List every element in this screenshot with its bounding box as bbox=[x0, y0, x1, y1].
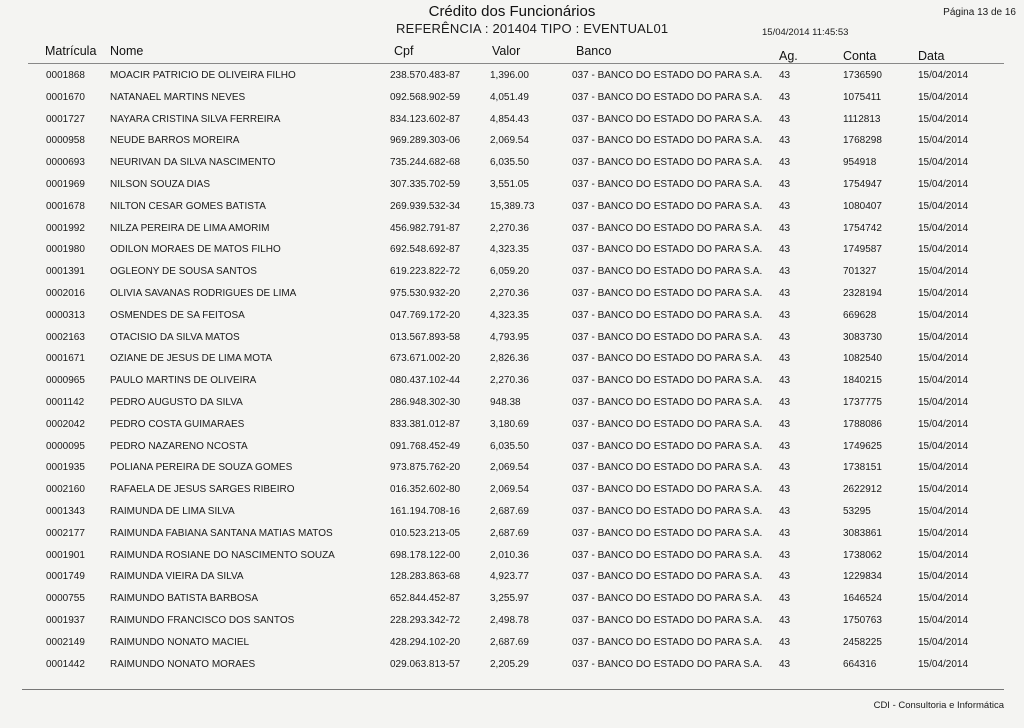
cell-banco: 037 - BANCO DO ESTADO DO PARA S.A. bbox=[572, 375, 763, 387]
cell-valor: 2,010.36 bbox=[490, 549, 529, 561]
cell-matricula: 0001901 bbox=[46, 549, 85, 561]
cell-matricula: 0001937 bbox=[46, 614, 85, 626]
table-row bbox=[0, 282, 1024, 304]
cell-agencia: 43 bbox=[779, 157, 791, 169]
cell-nome: RAIMUNDA VIEIRA DA SILVA bbox=[110, 571, 244, 583]
cell-data: 15/04/2014 bbox=[918, 287, 969, 299]
cell-conta: 701327 bbox=[843, 266, 877, 278]
table-row bbox=[0, 587, 1024, 609]
cell-agencia: 43 bbox=[779, 571, 791, 583]
cell-matricula: 0000965 bbox=[46, 375, 85, 387]
cell-matricula: 0001442 bbox=[46, 658, 85, 670]
table-row bbox=[0, 544, 1024, 566]
cell-banco: 037 - BANCO DO ESTADO DO PARA S.A. bbox=[572, 266, 763, 278]
cell-valor: 3,255.97 bbox=[490, 593, 529, 605]
cell-cpf: 161.194.708-16 bbox=[390, 505, 461, 517]
cell-banco: 037 - BANCO DO ESTADO DO PARA S.A. bbox=[572, 549, 763, 561]
cell-nome: NEUDE BARROS MOREIRA bbox=[110, 135, 240, 147]
table-row bbox=[0, 347, 1024, 369]
cell-conta: 664316 bbox=[843, 658, 877, 670]
cell-cpf: 238.570.483-87 bbox=[390, 70, 461, 81]
cell-nome: OSMENDES DE SA FEITOSA bbox=[110, 309, 245, 321]
cell-data: 15/04/2014 bbox=[918, 222, 969, 234]
cell-banco: 037 - BANCO DO ESTADO DO PARA S.A. bbox=[572, 636, 763, 648]
cell-valor: 4,854.43 bbox=[490, 113, 529, 125]
cell-nome: POLIANA PEREIRA DE SOUZA GOMES bbox=[110, 462, 293, 474]
cell-banco: 037 - BANCO DO ESTADO DO PARA S.A. bbox=[572, 353, 763, 365]
cell-cpf: 016.352.602-80 bbox=[390, 484, 461, 496]
cell-conta: 954918 bbox=[843, 157, 877, 169]
cell-matricula: 0000958 bbox=[46, 135, 85, 147]
column-header-ag: Ag. bbox=[779, 49, 798, 63]
cell-nome: ODILON MORAES DE MATOS FILHO bbox=[110, 244, 281, 256]
cell-nome: RAIMUNDO NONATO MACIEL bbox=[110, 636, 250, 648]
cell-banco: 037 - BANCO DO ESTADO DO PARA S.A. bbox=[572, 593, 763, 605]
cell-valor: 2,205.29 bbox=[490, 658, 529, 670]
cell-banco: 037 - BANCO DO ESTADO DO PARA S.A. bbox=[572, 614, 763, 626]
cell-valor: 2,069.54 bbox=[490, 462, 529, 474]
cell-cpf: 128.283.863-68 bbox=[390, 571, 461, 583]
cell-matricula: 0001391 bbox=[46, 266, 85, 278]
cell-nome: OLIVIA SAVANAS RODRIGUES DE LIMA bbox=[110, 287, 297, 299]
table-row bbox=[0, 173, 1024, 195]
cell-cpf: 698.178.122-00 bbox=[390, 549, 461, 561]
cell-agencia: 43 bbox=[779, 91, 791, 103]
cell-matricula: 0001670 bbox=[46, 91, 85, 103]
table-row bbox=[0, 435, 1024, 457]
cell-conta: 1738151 bbox=[843, 462, 882, 474]
cell-cpf: 456.982.791-87 bbox=[390, 222, 461, 234]
cell-conta: 1080407 bbox=[843, 200, 882, 212]
cell-conta: 1749625 bbox=[843, 440, 882, 452]
cell-cpf: 735.244.682-68 bbox=[390, 157, 461, 169]
cell-conta: 1749587 bbox=[843, 244, 882, 256]
cell-matricula: 0001935 bbox=[46, 462, 85, 474]
cell-agencia: 43 bbox=[779, 222, 791, 234]
cell-banco: 037 - BANCO DO ESTADO DO PARA S.A. bbox=[572, 113, 763, 125]
cell-matricula: 0001343 bbox=[46, 505, 85, 517]
cell-cpf: 975.530.932-20 bbox=[390, 287, 461, 299]
table-row bbox=[0, 478, 1024, 500]
table-row bbox=[0, 238, 1024, 260]
cell-nome: NAYARA CRISTINA SILVA FERREIRA bbox=[110, 113, 281, 125]
cell-agencia: 43 bbox=[779, 418, 791, 430]
cell-matricula: 0002016 bbox=[46, 287, 85, 299]
cell-agencia: 43 bbox=[779, 331, 791, 343]
cell-matricula: 0001671 bbox=[46, 353, 85, 365]
cell-data: 15/04/2014 bbox=[918, 658, 969, 670]
cell-valor: 15,389.73 bbox=[490, 200, 535, 212]
cell-conta: 1738062 bbox=[843, 549, 882, 561]
cell-conta: 3083861 bbox=[843, 527, 882, 539]
cell-data: 15/04/2014 bbox=[918, 593, 969, 605]
cell-data: 15/04/2014 bbox=[918, 157, 969, 169]
table-row bbox=[0, 260, 1024, 282]
cell-valor: 4,793.95 bbox=[490, 331, 529, 343]
cell-data: 15/04/2014 bbox=[918, 418, 969, 430]
cell-agencia: 43 bbox=[779, 658, 791, 670]
cell-valor: 2,069.54 bbox=[490, 135, 529, 147]
cell-valor: 4,323.35 bbox=[490, 244, 529, 256]
cell-banco: 037 - BANCO DO ESTADO DO PARA S.A. bbox=[572, 200, 763, 212]
cell-agencia: 43 bbox=[779, 614, 791, 626]
cell-data: 15/04/2014 bbox=[918, 484, 969, 496]
cell-valor: 4,323.35 bbox=[490, 309, 529, 321]
cell-valor: 2,498.78 bbox=[490, 614, 529, 626]
table-row bbox=[0, 653, 1024, 675]
cell-nome: NILZA PEREIRA DE LIMA AMORIM bbox=[110, 222, 270, 234]
table-row bbox=[0, 369, 1024, 391]
cell-nome: NATANAEL MARTINS NEVES bbox=[110, 91, 246, 103]
cell-nome: RAIMUNDO FRANCISCO DOS SANTOS bbox=[110, 614, 295, 626]
cell-data: 15/04/2014 bbox=[918, 113, 969, 125]
cell-data: 15/04/2014 bbox=[918, 614, 969, 626]
cell-matricula: 0002177 bbox=[46, 527, 85, 539]
cell-data: 15/04/2014 bbox=[918, 636, 969, 648]
cell-data: 15/04/2014 bbox=[918, 309, 969, 321]
cell-cpf: 013.567.893-58 bbox=[390, 331, 461, 343]
cell-cpf: 047.769.172-20 bbox=[390, 309, 461, 321]
cell-cpf: 269.939.532-34 bbox=[390, 200, 461, 212]
cell-conta: 1737775 bbox=[843, 396, 882, 408]
cell-valor: 3,551.05 bbox=[490, 178, 529, 190]
cell-cpf: 080.437.102-44 bbox=[390, 375, 461, 387]
cell-agencia: 43 bbox=[779, 505, 791, 517]
cell-agencia: 43 bbox=[779, 266, 791, 278]
cell-valor: 4,923.77 bbox=[490, 571, 529, 583]
cell-nome: RAIMUNDA DE LIMA SILVA bbox=[110, 505, 235, 517]
cell-valor: 6,035.50 bbox=[490, 440, 529, 452]
table-row bbox=[0, 565, 1024, 587]
cell-banco: 037 - BANCO DO ESTADO DO PARA S.A. bbox=[572, 91, 763, 103]
cell-conta: 53295 bbox=[843, 505, 871, 517]
table-row bbox=[0, 631, 1024, 653]
cell-cpf: 969.289.303-06 bbox=[390, 135, 461, 147]
table-row bbox=[0, 456, 1024, 478]
cell-data: 15/04/2014 bbox=[918, 353, 969, 365]
cell-banco: 037 - BANCO DO ESTADO DO PARA S.A. bbox=[572, 135, 763, 147]
column-header-cpf: Cpf bbox=[394, 44, 414, 58]
cell-banco: 037 - BANCO DO ESTADO DO PARA S.A. bbox=[572, 157, 763, 169]
cell-matricula: 0002149 bbox=[46, 636, 85, 648]
cell-nome: NILTON CESAR GOMES BATISTA bbox=[110, 200, 266, 212]
cell-banco: 037 - BANCO DO ESTADO DO PARA S.A. bbox=[572, 505, 763, 517]
cell-matricula: 0002160 bbox=[46, 484, 85, 496]
cell-matricula: 0001868 bbox=[46, 70, 85, 81]
cell-banco: 037 - BANCO DO ESTADO DO PARA S.A. bbox=[572, 440, 763, 452]
table-row bbox=[0, 609, 1024, 631]
cell-cpf: 619.223.822-72 bbox=[390, 266, 461, 278]
cell-agencia: 43 bbox=[779, 375, 791, 387]
cell-valor: 2,687.69 bbox=[490, 636, 529, 648]
cell-conta: 1082540 bbox=[843, 353, 882, 365]
cell-cpf: 010.523.213-05 bbox=[390, 527, 461, 539]
page-title: Crédito dos Funcionários bbox=[428, 3, 596, 20]
table-row bbox=[0, 108, 1024, 130]
table-row bbox=[0, 64, 1024, 86]
cell-matricula: 0000095 bbox=[46, 440, 85, 452]
cell-nome: RAIMUNDO NONATO MORAES bbox=[110, 658, 256, 670]
cell-matricula: 0001992 bbox=[46, 222, 85, 234]
cell-matricula: 0001142 bbox=[46, 396, 85, 408]
cell-conta: 1788086 bbox=[843, 418, 882, 430]
table-row bbox=[0, 151, 1024, 173]
cell-conta: 1112813 bbox=[843, 113, 881, 125]
cell-cpf: 286.948.302-30 bbox=[390, 396, 461, 408]
cell-banco: 037 - BANCO DO ESTADO DO PARA S.A. bbox=[572, 309, 763, 321]
cell-nome: NEURIVAN DA SILVA NASCIMENTO bbox=[110, 157, 276, 169]
cell-data: 15/04/2014 bbox=[918, 266, 969, 278]
cell-matricula: 0000693 bbox=[46, 157, 85, 169]
reference-line: REFERÊNCIA : 201404 TIPO : EVENTUAL01 bbox=[396, 21, 669, 36]
cell-conta: 2458225 bbox=[843, 636, 882, 648]
cell-nome: RAFAELA DE JESUS SARGES RIBEIRO bbox=[110, 484, 295, 496]
cell-cpf: 091.768.452-49 bbox=[390, 440, 461, 452]
cell-data: 15/04/2014 bbox=[918, 91, 969, 103]
cell-matricula: 0000755 bbox=[46, 593, 85, 605]
cell-valor: 2,687.69 bbox=[490, 527, 529, 539]
cell-nome: PEDRO COSTA GUIMARAES bbox=[110, 418, 245, 430]
footer-company: CDI - Consultoria e Informática bbox=[873, 700, 1004, 711]
cell-cpf: 307.335.702-59 bbox=[390, 178, 461, 190]
cell-cpf: 428.294.102-20 bbox=[390, 636, 461, 648]
cell-cpf: 834.123.602-87 bbox=[390, 113, 461, 125]
cell-banco: 037 - BANCO DO ESTADO DO PARA S.A. bbox=[572, 70, 763, 81]
cell-data: 15/04/2014 bbox=[918, 549, 969, 561]
cell-matricula: 0001727 bbox=[46, 113, 85, 125]
cell-nome: NILSON SOUZA DIAS bbox=[110, 178, 211, 190]
cell-agencia: 43 bbox=[779, 440, 791, 452]
cell-conta: 1840215 bbox=[843, 375, 882, 387]
cell-valor: 6,035.50 bbox=[490, 157, 529, 169]
cell-valor: 2,826.36 bbox=[490, 353, 529, 365]
cell-matricula: 0001749 bbox=[46, 571, 85, 583]
cell-conta: 2622912 bbox=[843, 484, 882, 496]
cell-data: 15/04/2014 bbox=[918, 135, 969, 147]
cell-nome: PEDRO NAZARENO NCOSTA bbox=[110, 440, 248, 452]
cell-agencia: 43 bbox=[779, 309, 791, 321]
table-row bbox=[0, 129, 1024, 151]
cell-banco: 037 - BANCO DO ESTADO DO PARA S.A. bbox=[572, 658, 763, 670]
cell-conta: 669628 bbox=[843, 309, 877, 321]
cell-data: 15/04/2014 bbox=[918, 70, 969, 81]
cell-conta: 1754742 bbox=[843, 222, 882, 234]
cell-agencia: 43 bbox=[779, 200, 791, 212]
cell-cpf: 692.548.692-87 bbox=[390, 244, 461, 256]
employee-table bbox=[0, 64, 1024, 674]
cell-matricula: 0000313 bbox=[46, 309, 85, 321]
table-row bbox=[0, 304, 1024, 326]
cell-banco: 037 - BANCO DO ESTADO DO PARA S.A. bbox=[572, 484, 763, 496]
cell-cpf: 973.875.762-20 bbox=[390, 462, 461, 474]
cell-data: 15/04/2014 bbox=[918, 462, 969, 474]
cell-data: 15/04/2014 bbox=[918, 527, 969, 539]
cell-conta: 1646524 bbox=[843, 593, 882, 605]
cell-valor: 2,270.36 bbox=[490, 222, 529, 234]
cell-cpf: 833.381.012-87 bbox=[390, 418, 461, 430]
cell-nome: RAIMUNDA ROSIANE DO NASCIMENTO SOUZA bbox=[110, 549, 335, 561]
cell-agencia: 43 bbox=[779, 135, 791, 147]
footer-divider bbox=[22, 689, 1004, 690]
cell-agencia: 43 bbox=[779, 636, 791, 648]
cell-banco: 037 - BANCO DO ESTADO DO PARA S.A. bbox=[572, 418, 763, 430]
cell-conta: 2328194 bbox=[843, 287, 882, 299]
cell-valor: 948.38 bbox=[490, 396, 521, 408]
column-header-nome: Nome bbox=[110, 44, 144, 58]
cell-nome: RAIMUNDA FABIANA SANTANA MATIAS MATOS bbox=[110, 527, 333, 539]
cell-banco: 037 - BANCO DO ESTADO DO PARA S.A. bbox=[572, 462, 763, 474]
cell-data: 15/04/2014 bbox=[918, 375, 969, 387]
cell-agencia: 43 bbox=[779, 113, 791, 125]
cell-agencia: 43 bbox=[779, 70, 791, 81]
cell-data: 15/04/2014 bbox=[918, 396, 969, 408]
cell-agencia: 43 bbox=[779, 287, 791, 299]
cell-conta: 1229834 bbox=[843, 571, 882, 583]
cell-agencia: 43 bbox=[779, 484, 791, 496]
cell-data: 15/04/2014 bbox=[918, 440, 969, 452]
cell-banco: 037 - BANCO DO ESTADO DO PARA S.A. bbox=[572, 178, 763, 190]
cell-banco: 037 - BANCO DO ESTADO DO PARA S.A. bbox=[572, 244, 763, 256]
cell-nome: MOACIR PATRICIO DE OLIVEIRA FILHO bbox=[110, 70, 296, 81]
table-row bbox=[0, 195, 1024, 217]
table-row bbox=[0, 86, 1024, 108]
cell-nome: OTACISIO DA SILVA MATOS bbox=[110, 331, 240, 343]
table-row bbox=[0, 500, 1024, 522]
cell-cpf: 228.293.342-72 bbox=[390, 614, 461, 626]
cell-matricula: 0002042 bbox=[46, 418, 85, 430]
table-row bbox=[0, 413, 1024, 435]
cell-data: 15/04/2014 bbox=[918, 244, 969, 256]
cell-valor: 2,069.54 bbox=[490, 484, 529, 496]
cell-agencia: 43 bbox=[779, 462, 791, 474]
cell-conta: 1750763 bbox=[843, 614, 882, 626]
cell-conta: 1768298 bbox=[843, 135, 882, 147]
cell-cpf: 673.671.002-20 bbox=[390, 353, 461, 365]
cell-agencia: 43 bbox=[779, 593, 791, 605]
cell-conta: 1754947 bbox=[843, 178, 882, 190]
cell-agencia: 43 bbox=[779, 549, 791, 561]
cell-cpf: 029.063.813-57 bbox=[390, 658, 461, 670]
cell-agencia: 43 bbox=[779, 353, 791, 365]
table-row bbox=[0, 391, 1024, 413]
report-timestamp: 15/04/2014 11:45:53 bbox=[762, 27, 849, 38]
column-header-data: Data bbox=[918, 49, 945, 63]
cell-banco: 037 - BANCO DO ESTADO DO PARA S.A. bbox=[572, 222, 763, 234]
cell-nome: PAULO MARTINS DE OLIVEIRA bbox=[110, 375, 257, 387]
cell-valor: 2,270.36 bbox=[490, 287, 529, 299]
cell-nome: OGLEONY DE SOUSA SANTOS bbox=[110, 266, 257, 278]
cell-banco: 037 - BANCO DO ESTADO DO PARA S.A. bbox=[572, 331, 763, 343]
cell-banco: 037 - BANCO DO ESTADO DO PARA S.A. bbox=[572, 287, 763, 299]
cell-valor: 3,180.69 bbox=[490, 418, 529, 430]
cell-matricula: 0001980 bbox=[46, 244, 85, 256]
cell-conta: 1075411 bbox=[843, 91, 882, 103]
cell-cpf: 092.568.902-59 bbox=[390, 91, 461, 103]
page-number: Página 13 de 16 bbox=[943, 7, 1016, 18]
table-row bbox=[0, 217, 1024, 239]
cell-valor: 6,059.20 bbox=[490, 266, 529, 278]
column-header-banco: Banco bbox=[576, 44, 612, 58]
column-header-matricula: Matrícula bbox=[45, 44, 97, 58]
cell-agencia: 43 bbox=[779, 178, 791, 190]
cell-valor: 4,051.49 bbox=[490, 91, 529, 103]
cell-data: 15/04/2014 bbox=[918, 178, 969, 190]
cell-nome: OZIANE DE JESUS DE LIMA MOTA bbox=[110, 353, 273, 365]
cell-agencia: 43 bbox=[779, 396, 791, 408]
cell-data: 15/04/2014 bbox=[918, 571, 969, 583]
cell-agencia: 43 bbox=[779, 244, 791, 256]
cell-conta: 3083730 bbox=[843, 331, 882, 343]
cell-banco: 037 - BANCO DO ESTADO DO PARA S.A. bbox=[572, 571, 763, 583]
cell-valor: 2,687.69 bbox=[490, 505, 529, 517]
cell-data: 15/04/2014 bbox=[918, 505, 969, 517]
cell-agencia: 43 bbox=[779, 527, 791, 539]
cell-nome: RAIMUNDO BATISTA BARBOSA bbox=[110, 593, 258, 605]
cell-matricula: 0001969 bbox=[46, 178, 85, 190]
cell-data: 15/04/2014 bbox=[918, 331, 969, 343]
cell-conta: 1736590 bbox=[843, 70, 882, 81]
cell-banco: 037 - BANCO DO ESTADO DO PARA S.A. bbox=[572, 396, 763, 408]
column-header-conta: Conta bbox=[843, 49, 877, 63]
cell-valor: 2,270.36 bbox=[490, 375, 529, 387]
cell-cpf: 652.844.452-87 bbox=[390, 593, 461, 605]
cell-matricula: 0002163 bbox=[46, 331, 85, 343]
cell-nome: PEDRO AUGUSTO DA SILVA bbox=[110, 396, 243, 408]
cell-banco: 037 - BANCO DO ESTADO DO PARA S.A. bbox=[572, 527, 763, 539]
cell-data: 15/04/2014 bbox=[918, 200, 969, 212]
cell-valor: 1,396.00 bbox=[490, 70, 529, 81]
cell-matricula: 0001678 bbox=[46, 200, 85, 212]
column-header-valor: Valor bbox=[492, 44, 521, 58]
table-row bbox=[0, 522, 1024, 544]
table-row bbox=[0, 326, 1024, 348]
